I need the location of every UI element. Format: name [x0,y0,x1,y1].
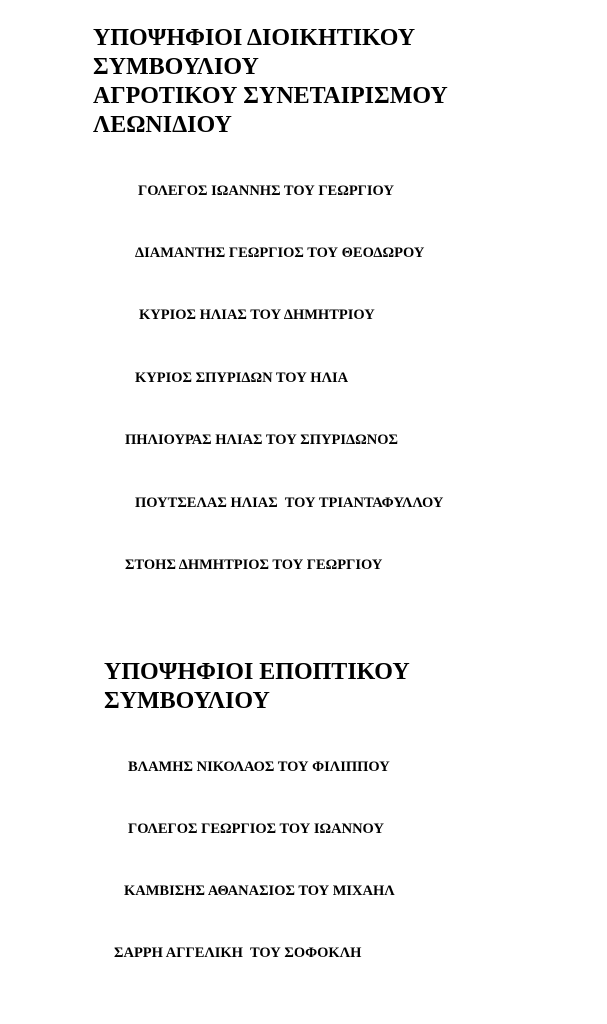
board-candidate: ΚΥΡΙΟΣ ΗΛΙΑΣ ΤΟΥ ΔΗΜΗΤΡΙΟΥ [139,307,375,323]
audit-candidate: ΒΛΑΜΗΣ ΝΙΚΟΛΑΟΣ ΤΟΥ ΦΙΛΙΠΠΟΥ [128,759,390,775]
board-candidate: ΔΙΑΜΑΝΤΗΣ ΓΕΩΡΓΙΟΣ ΤΟΥ ΘΕΟΔΩΡΟΥ [135,245,425,261]
board-heading [93,24,448,140]
audit-candidate: ΚΑΜΒΙΣΗΣ ΑΘΑΝΑΣΙΟΣ ΤΟΥ ΜΙΧΑΗΛ [124,883,395,899]
board-heading-line: ΛΕΩΝΙΔΙΟΥ [93,112,232,138]
audit-heading-line: ΥΠΟΨΗΦΙΟΙ ΕΠΟΠΤΙΚΟΥ [104,659,410,685]
board-candidate: ΓΟΛΕΓΟΣ ΙΩΑΝΝΗΣ ΤΟΥ ΓΕΩΡΓΙΟΥ [138,183,394,199]
audit-candidate: ΓΟΛΕΓΟΣ ΓΕΩΡΓΙΟΣ ΤΟΥ ΙΩΑΝΝΟΥ [128,821,384,837]
board-candidate: ΣΤΟΗΣ ΔΗΜΗΤΡΙΟΣ ΤΟΥ ΓΕΩΡΓΙΟΥ [125,557,383,573]
board-heading-line: ΣΥΜΒΟΥΛΙΟΥ [93,54,259,80]
board-heading-line: ΥΠΟΨΗΦΙΟΙ ΔΙΟΙΚΗΤΙΚΟΥ [93,25,416,51]
board-candidate: ΠΟΥΤΣΕΛΑΣ ΗΛΙΑΣ ΤΟΥ ΤΡΙΑΝΤΑΦΥΛΛΟΥ [135,495,444,511]
board-candidate: ΚΥΡΙΟΣ ΣΠΥΡΙΔΩΝ ΤΟΥ ΗΛΙΑ [135,370,349,386]
audit-heading [104,658,410,716]
audit-candidate: ΣΑΡΡΗ ΑΓΓΕΛΙΚΗ ΤΟΥ ΣΟΦΟΚΛΗ [114,945,362,961]
board-heading-line: ΑΓΡΟΤΙΚΟΥ ΣΥΝΕΤΑΙΡΙΣΜΟΥ [93,83,448,109]
audit-heading-line: ΣΥΜΒΟΥΛΙΟΥ [104,688,270,714]
board-candidate: ΠΗΛΙΟΥΡΑΣ ΗΛΙΑΣ ΤΟΥ ΣΠΥΡΙΔΩΝΟΣ [125,432,398,448]
